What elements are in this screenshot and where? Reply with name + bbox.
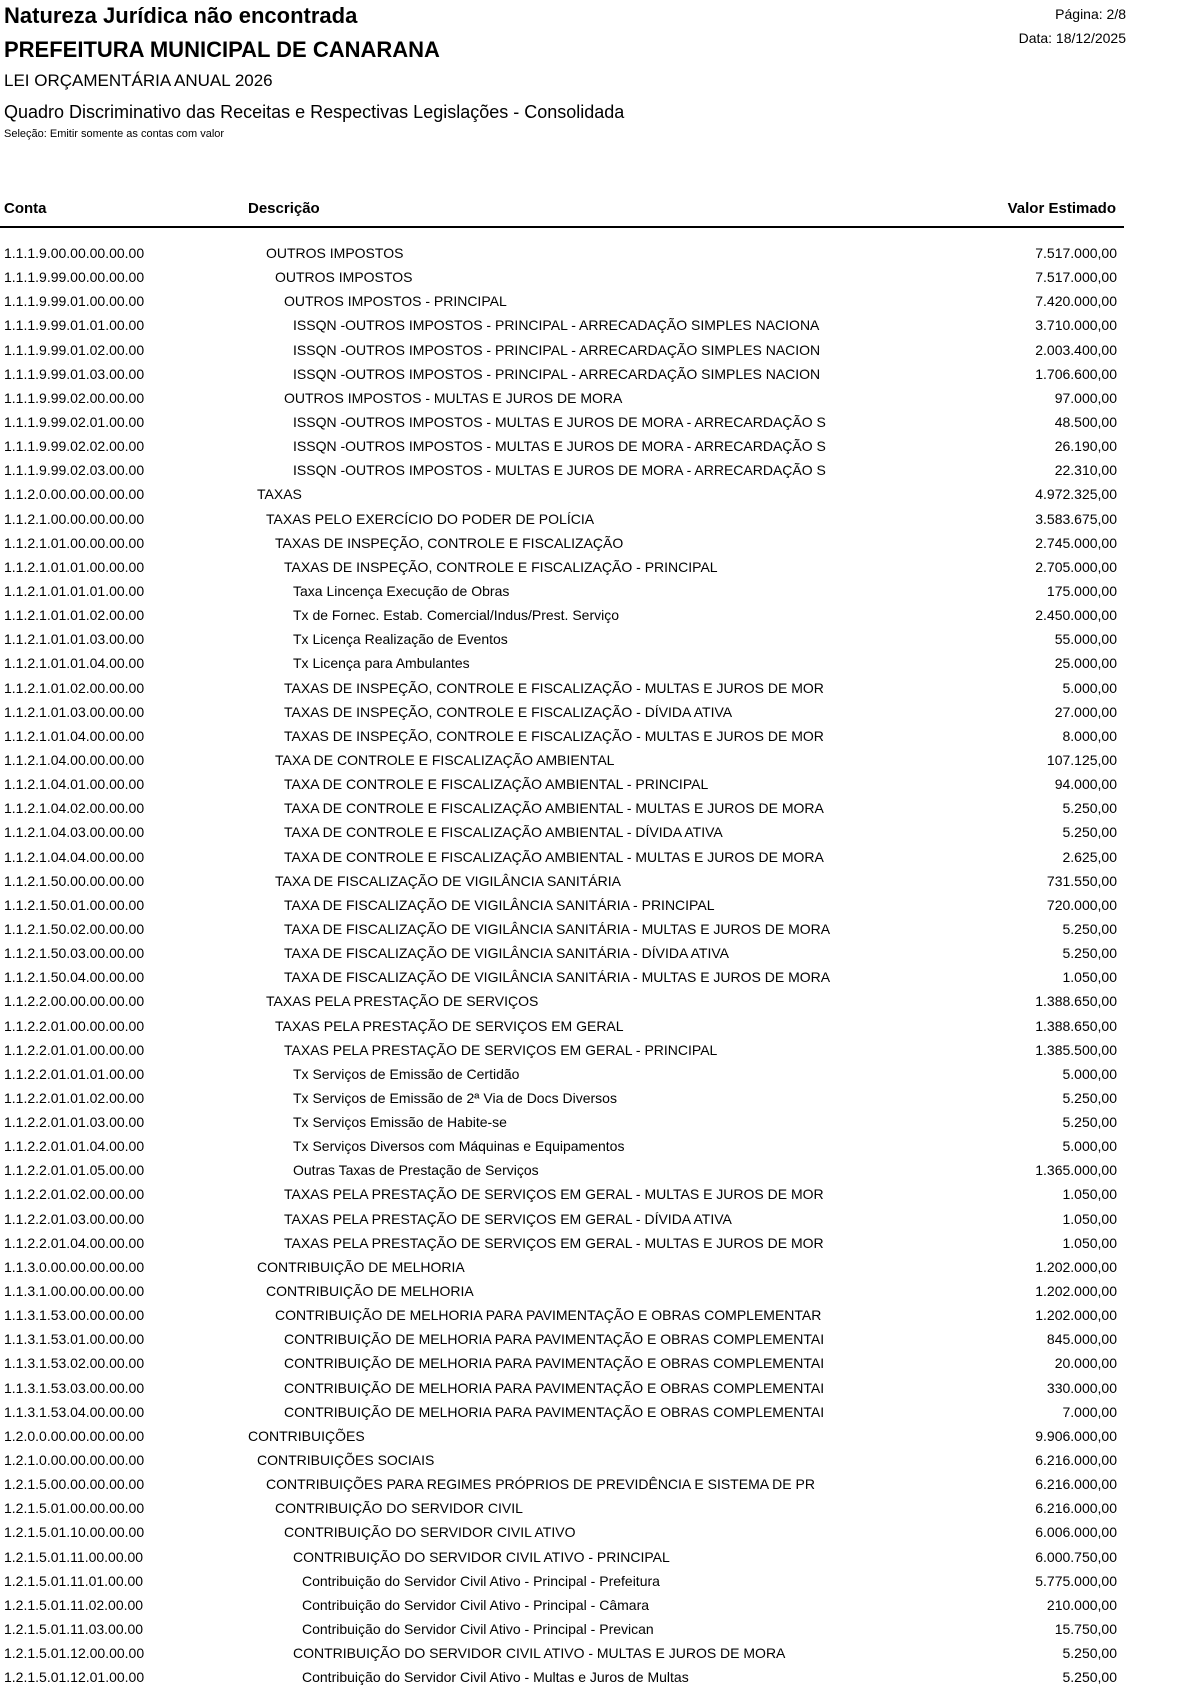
estimated-value: 2.003.400,00	[1035, 341, 1117, 358]
estimated-value: 6.216.000,00	[1035, 1452, 1117, 1469]
table-row	[0, 989, 1124, 1013]
table-row	[0, 507, 1124, 531]
estimated-value: 6.006.000,00	[1035, 1524, 1117, 1541]
account-code: 1.1.2.2.01.01.03.00.00	[4, 1114, 145, 1131]
table-row	[0, 1279, 1124, 1303]
table-row	[0, 845, 1124, 869]
account-description: TAXA DE CONTROLE E FISCALIZAÇÃO AMBIENTAL	[275, 751, 615, 768]
estimated-value: 9.906.000,00	[1035, 1427, 1117, 1444]
account-code: 1.1.2.2.00.00.00.00.00	[4, 993, 145, 1010]
table-row	[0, 893, 1124, 917]
column-header-descricao: Descrição	[248, 200, 320, 217]
account-description: CONTRIBUIÇÃO DE MELHORIA PARA PAVIMENTAÇÃO E OBRAS COMPLEMENTAR	[275, 1307, 822, 1324]
estimated-value: 22.310,00	[1054, 462, 1117, 479]
account-code: 1.1.1.9.99.02.02.00.00	[4, 438, 145, 455]
account-description: Tx Serviços de Emissão de Certidão	[293, 1065, 520, 1082]
account-code: 1.1.2.1.50.01.00.00.00	[4, 896, 145, 913]
account-description: ISSQN -OUTROS IMPOSTOS - MULTAS E JUROS DE MORA - ARRECARDAÇÃO S	[293, 462, 826, 479]
account-code: 1.1.2.2.01.01.02.00.00	[4, 1089, 145, 1106]
estimated-value: 1.365.000,00	[1035, 1162, 1117, 1179]
account-code: 1.1.2.2.01.01.01.00.00	[4, 1065, 145, 1082]
account-code: 1.1.1.9.99.01.03.00.00	[4, 365, 145, 382]
table-row	[0, 724, 1124, 748]
account-description: Tx Serviços de Emissão de 2ª Via de Docs Diversos	[293, 1089, 617, 1106]
account-code: 1.2.1.5.01.11.03.00.00	[4, 1621, 144, 1638]
estimated-value: 97.000,00	[1054, 389, 1117, 406]
account-description: CONTRIBUIÇÃO DE MELHORIA PARA PAVIMENTAÇÃO E OBRAS COMPLEMENTAI	[284, 1379, 825, 1396]
table-row	[0, 1593, 1124, 1617]
account-description: Tx Serviços Diversos com Máquinas e Equipamentos	[293, 1138, 625, 1155]
account-description: CONTRIBUIÇÕES PARA REGIMES PRÓPRIOS DE PREVIDÊNCIA E SISTEMA DE PR	[266, 1476, 815, 1493]
table-row	[0, 1545, 1124, 1569]
estimated-value: 5.250,00	[1062, 1114, 1117, 1131]
account-code: 1.1.2.2.01.01.00.00.00	[4, 1041, 145, 1058]
account-description: TAXA DE CONTROLE E FISCALIZAÇÃO AMBIENTAL - MULTAS E JUROS DE MORA	[284, 848, 824, 865]
report-date: Data: 18/12/2025	[1018, 30, 1126, 46]
table-row	[0, 434, 1124, 458]
estimated-value: 1.385.500,00	[1035, 1041, 1117, 1058]
account-description: TAXAS PELA PRESTAÇÃO DE SERVIÇOS	[266, 993, 539, 1010]
account-description: TAXA DE FISCALIZAÇÃO DE VIGILÂNCIA SANITÁRIA - MULTAS E JUROS DE MORA	[284, 920, 831, 937]
table-row	[0, 313, 1124, 337]
municipality-name: PREFEITURA MUNICIPAL DE CANARANA	[4, 37, 440, 62]
table-row	[0, 1569, 1124, 1593]
account-description: CONTRIBUIÇÃO DE MELHORIA	[257, 1258, 465, 1275]
estimated-value: 5.000,00	[1062, 679, 1117, 696]
table-row	[0, 265, 1124, 289]
account-description: OUTROS IMPOSTOS - MULTAS E JUROS DE MORA	[284, 389, 623, 406]
account-code: 1.1.2.1.04.01.00.00.00	[4, 776, 145, 793]
estimated-value: 2.625,00	[1062, 848, 1117, 865]
estimated-value: 5.000,00	[1062, 1065, 1117, 1082]
account-code: 1.2.1.5.01.12.00.00.00	[4, 1645, 145, 1662]
estimated-value: 7.517.000,00	[1035, 245, 1117, 261]
account-code: 1.1.2.1.01.04.00.00.00	[4, 727, 145, 744]
account-description: Contribuição do Servidor Civil Ativo - Principal - Prefeitura	[302, 1572, 660, 1589]
account-code: 1.2.1.5.01.10.00.00.00	[4, 1524, 145, 1541]
account-code: 1.1.3.1.53.01.00.00.00	[4, 1331, 145, 1348]
revenue-table	[0, 241, 1124, 1689]
table-row	[0, 965, 1124, 989]
table-row	[0, 482, 1124, 506]
account-description: TAXAS DE INSPEÇÃO, CONTROLE E FISCALIZAÇÃO - MULTAS E JUROS DE MOR	[284, 727, 824, 744]
account-code: 1.1.3.1.53.04.00.00.00	[4, 1403, 145, 1420]
table-row	[0, 1158, 1124, 1182]
account-code: 1.1.2.1.01.01.01.00.00	[4, 582, 145, 599]
estimated-value: 1.388.650,00	[1035, 993, 1117, 1010]
estimated-value: 48.500,00	[1054, 413, 1117, 430]
estimated-value: 1.202.000,00	[1035, 1258, 1117, 1275]
account-code: 1.2.1.5.00.00.00.00.00	[4, 1476, 145, 1493]
account-description: CONTRIBUIÇÃO DO SERVIDOR CIVIL ATIVO	[284, 1524, 576, 1541]
account-code: 1.1.1.9.00.00.00.00.00	[4, 245, 145, 261]
account-code: 1.1.1.9.99.02.03.00.00	[4, 462, 145, 479]
account-code: 1.1.2.2.01.02.00.00.00	[4, 1186, 145, 1203]
account-code: 1.1.2.1.01.03.00.00.00	[4, 703, 145, 720]
table-row	[0, 1086, 1124, 1110]
account-description: TAXAS PELA PRESTAÇÃO DE SERVIÇOS EM GERAL	[275, 1017, 624, 1034]
account-code: 1.1.2.1.04.04.00.00.00	[4, 848, 145, 865]
account-code: 1.2.1.5.01.11.00.00.00	[4, 1548, 144, 1565]
account-code: 1.1.2.1.01.01.00.00.00	[4, 558, 145, 575]
account-code: 1.1.2.2.01.03.00.00.00	[4, 1210, 145, 1227]
account-description: TAXA DE CONTROLE E FISCALIZAÇÃO AMBIENTAL - MULTAS E JUROS DE MORA	[284, 800, 824, 817]
estimated-value: 5.250,00	[1062, 800, 1117, 817]
account-description: Tx de Fornec. Estab. Comercial/Indus/Prest. Serviço	[293, 607, 620, 624]
table-row	[0, 241, 1124, 265]
table-row	[0, 1400, 1124, 1424]
account-code: 1.2.1.5.01.12.01.00.00	[4, 1669, 145, 1686]
table-row	[0, 555, 1124, 579]
estimated-value: 3.710.000,00	[1035, 317, 1117, 334]
account-description: TAXA DE FISCALIZAÇÃO DE VIGILÂNCIA SANITÁRIA - DÍVIDA ATIVA	[284, 945, 730, 962]
estimated-value: 330.000,00	[1046, 1379, 1117, 1396]
estimated-value: 1.050,00	[1062, 1210, 1117, 1227]
account-description: CONTRIBUIÇÕES SOCIAIS	[257, 1452, 435, 1469]
estimated-value: 1.202.000,00	[1035, 1307, 1117, 1324]
account-description: TAXAS PELA PRESTAÇÃO DE SERVIÇOS EM GERAL - PRINCIPAL	[284, 1041, 718, 1058]
estimated-value: 2.745.000,00	[1035, 534, 1117, 551]
account-description: Tx Licença Realização de Eventos	[293, 631, 508, 648]
table-row	[0, 869, 1124, 893]
table-row	[0, 1424, 1124, 1448]
estimated-value: 27.000,00	[1054, 703, 1117, 720]
estimated-value: 1.706.600,00	[1035, 365, 1117, 382]
account-description: TAXAS DE INSPEÇÃO, CONTROLE E FISCALIZAÇÃO - PRINCIPAL	[284, 558, 718, 575]
estimated-value: 5.250,00	[1062, 920, 1117, 937]
table-row	[0, 1134, 1124, 1158]
table-row	[0, 1641, 1124, 1665]
account-description: TAXA DE CONTROLE E FISCALIZAÇÃO AMBIENTAL - DÍVIDA ATIVA	[284, 824, 723, 841]
law-title: LEI ORÇAMENTÁRIA ANUAL 2026	[4, 71, 273, 90]
account-code: 1.1.2.1.04.02.00.00.00	[4, 800, 145, 817]
table-row	[0, 1448, 1124, 1472]
table-row	[0, 1617, 1124, 1641]
account-description: OUTROS IMPOSTOS - PRINCIPAL	[284, 293, 507, 310]
account-code: 1.1.2.1.50.03.00.00.00	[4, 945, 145, 962]
account-code: 1.1.2.1.04.03.00.00.00	[4, 824, 145, 841]
estimated-value: 1.202.000,00	[1035, 1283, 1117, 1300]
table-row	[0, 1014, 1124, 1038]
table-row	[0, 1255, 1124, 1279]
estimated-value: 7.000,00	[1062, 1403, 1117, 1420]
estimated-value: 25.000,00	[1054, 655, 1117, 672]
account-code: 1.1.2.1.00.00.00.00.00	[4, 510, 145, 527]
column-header-conta: Conta	[4, 200, 47, 217]
estimated-value: 1.388.650,00	[1035, 1017, 1117, 1034]
table-row	[0, 531, 1124, 555]
account-description: CONTRIBUIÇÃO DO SERVIDOR CIVIL ATIVO - MULTAS E JUROS DE MORA	[293, 1645, 786, 1662]
account-code: 1.2.1.0.00.00.00.00.00	[4, 1452, 145, 1469]
estimated-value: 2.705.000,00	[1035, 558, 1117, 575]
account-description: Contribuição do Servidor Civil Ativo - Principal - Prevican	[302, 1621, 654, 1638]
account-code: 1.1.2.1.01.01.03.00.00	[4, 631, 145, 648]
table-row	[0, 1207, 1124, 1231]
table-row	[0, 1062, 1124, 1086]
account-description: ISSQN -OUTROS IMPOSTOS - MULTAS E JUROS DE MORA - ARRECARDAÇÃO S	[293, 413, 826, 430]
account-code: 1.1.2.1.50.00.00.00.00	[4, 872, 145, 889]
account-description: CONTRIBUIÇÕES	[248, 1427, 365, 1444]
account-description: TAXA DE CONTROLE E FISCALIZAÇÃO AMBIENTAL - PRINCIPAL	[284, 776, 709, 793]
estimated-value: 210.000,00	[1046, 1596, 1117, 1613]
estimated-value: 3.583.675,00	[1035, 510, 1117, 527]
account-code: 1.1.1.9.99.02.01.00.00	[4, 413, 145, 430]
table-row	[0, 1351, 1124, 1375]
estimated-value: 5.250,00	[1062, 1669, 1117, 1686]
account-description: ISSQN -OUTROS IMPOSTOS - PRINCIPAL - ARRECARDAÇÃO SIMPLES NACION	[293, 341, 821, 358]
account-code: 1.1.2.1.01.01.02.00.00	[4, 607, 145, 624]
account-description: TAXAS	[257, 486, 302, 503]
account-description: ISSQN -OUTROS IMPOSTOS - PRINCIPAL - ARRECADAÇÃO SIMPLES NACIONA	[293, 317, 820, 334]
estimated-value: 55.000,00	[1054, 631, 1117, 648]
account-code: 1.1.2.1.01.01.04.00.00	[4, 655, 145, 672]
account-code: 1.1.3.1.53.03.00.00.00	[4, 1379, 145, 1396]
account-code: 1.1.2.1.50.02.00.00.00	[4, 920, 145, 937]
account-code: 1.1.1.9.99.01.02.00.00	[4, 341, 145, 358]
account-code: 1.1.1.9.99.01.00.00.00	[4, 293, 145, 310]
account-description: TAXAS PELA PRESTAÇÃO DE SERVIÇOS EM GERAL - MULTAS E JUROS DE MOR	[284, 1186, 824, 1203]
estimated-value: 20.000,00	[1054, 1355, 1117, 1372]
report-subtitle: Quadro Discriminativo das Receitas e Respectivas Legislações - Consolidada	[4, 102, 625, 122]
account-code: 1.2.1.5.01.11.02.00.00	[4, 1596, 144, 1613]
account-code: 1.1.2.2.01.01.04.00.00	[4, 1138, 145, 1155]
account-code: 1.1.3.1.00.00.00.00.00	[4, 1283, 145, 1300]
table-row	[0, 458, 1124, 482]
estimated-value: 8.000,00	[1062, 727, 1117, 744]
header-divider	[0, 226, 1124, 228]
estimated-value: 94.000,00	[1054, 776, 1117, 793]
column-header-valor: Valor Estimado	[1007, 200, 1116, 217]
account-code: 1.1.3.0.00.00.00.00.00	[4, 1258, 145, 1275]
estimated-value: 1.050,00	[1062, 969, 1117, 986]
estimated-value: 5.250,00	[1062, 945, 1117, 962]
account-description: CONTRIBUIÇÃO DE MELHORIA	[266, 1283, 474, 1300]
account-code: 1.1.2.1.50.04.00.00.00	[4, 969, 145, 986]
account-code: 1.1.2.1.01.02.00.00.00	[4, 679, 145, 696]
account-description: ISSQN -OUTROS IMPOSTOS - MULTAS E JUROS DE MORA - ARRECARDAÇÃO S	[293, 438, 826, 455]
account-description: CONTRIBUIÇÃO DE MELHORIA PARA PAVIMENTAÇÃO E OBRAS COMPLEMENTAI	[284, 1355, 825, 1372]
table-row	[0, 748, 1124, 772]
account-description: CONTRIBUIÇÃO DO SERVIDOR CIVIL ATIVO - PRINCIPAL	[293, 1548, 670, 1565]
estimated-value: 5.250,00	[1062, 1645, 1117, 1662]
estimated-value: 175.000,00	[1046, 582, 1117, 599]
estimated-value: 731.550,00	[1046, 872, 1117, 889]
table-row	[0, 1496, 1124, 1520]
account-code: 1.2.0.0.00.00.00.00.00	[4, 1427, 145, 1444]
table-row	[0, 410, 1124, 434]
account-description: TAXAS PELO EXERCÍCIO DO PODER DE POLÍCIA	[266, 510, 595, 527]
table-row	[0, 772, 1124, 796]
estimated-value: 6.000.750,00	[1035, 1548, 1117, 1565]
account-description: Tx Licença para Ambulantes	[293, 655, 470, 672]
estimated-value: 5.775.000,00	[1035, 1572, 1117, 1589]
account-code: 1.1.3.1.53.00.00.00.00	[4, 1307, 145, 1324]
table-row	[0, 796, 1124, 820]
table-row	[0, 603, 1124, 627]
account-description: CONTRIBUIÇÃO DE MELHORIA PARA PAVIMENTAÇÃO E OBRAS COMPLEMENTAI	[284, 1331, 825, 1348]
estimated-value: 107.125,00	[1046, 751, 1117, 768]
estimated-value: 6.216.000,00	[1035, 1476, 1117, 1493]
account-code: 1.1.1.9.99.02.00.00.00	[4, 389, 145, 406]
table-row	[0, 941, 1124, 965]
account-description: CONTRIBUIÇÃO DO SERVIDOR CIVIL	[275, 1500, 523, 1517]
account-description: CONTRIBUIÇÃO DE MELHORIA PARA PAVIMENTAÇÃO E OBRAS COMPLEMENTAI	[284, 1403, 825, 1420]
account-code: 1.2.1.5.01.00.00.00.00	[4, 1500, 145, 1517]
account-description: TAXA DE FISCALIZAÇÃO DE VIGILÂNCIA SANITÁRIA - PRINCIPAL	[284, 896, 715, 913]
account-description: TAXAS PELA PRESTAÇÃO DE SERVIÇOS EM GERAL - DÍVIDA ATIVA	[284, 1210, 732, 1227]
account-description: ISSQN -OUTROS IMPOSTOS - PRINCIPAL - ARRECARDAÇÃO SIMPLES NACION	[293, 365, 821, 382]
account-description: TAXA DE FISCALIZAÇÃO DE VIGILÂNCIA SANITÁRIA - MULTAS E JUROS DE MORA	[284, 969, 831, 986]
table-row	[0, 386, 1124, 410]
estimated-value: 845.000,00	[1046, 1331, 1117, 1348]
estimated-value: 2.450.000,00	[1035, 607, 1117, 624]
table-row	[0, 676, 1124, 700]
account-code: 1.1.2.2.01.00.00.00.00	[4, 1017, 145, 1034]
account-code: 1.1.2.2.01.04.00.00.00	[4, 1234, 145, 1251]
account-description: TAXAS DE INSPEÇÃO, CONTROLE E FISCALIZAÇÃO	[275, 534, 624, 551]
table-row	[0, 700, 1124, 724]
account-code: 1.2.1.5.01.11.01.00.00	[4, 1572, 144, 1589]
table-row	[0, 651, 1124, 675]
estimated-value: 720.000,00	[1046, 896, 1117, 913]
page-number: Página: 2/8	[1055, 6, 1126, 22]
table-row	[0, 579, 1124, 603]
table-row	[0, 1520, 1124, 1544]
account-code: 1.1.2.0.00.00.00.00.00	[4, 486, 145, 503]
table-row	[0, 1665, 1124, 1689]
estimated-value: 7.420.000,00	[1035, 293, 1117, 310]
estimated-value: 7.517.000,00	[1035, 269, 1117, 286]
account-description: OUTROS IMPOSTOS	[275, 269, 413, 286]
account-description: TAXAS DE INSPEÇÃO, CONTROLE E FISCALIZAÇÃO - DÍVIDA ATIVA	[284, 703, 733, 720]
account-code: 1.1.2.1.04.00.00.00.00	[4, 751, 145, 768]
account-description: TAXAS PELA PRESTAÇÃO DE SERVIÇOS EM GERAL - MULTAS E JUROS DE MOR	[284, 1234, 824, 1251]
account-code: 1.1.2.1.01.00.00.00.00	[4, 534, 145, 551]
selection-note: Seleção: Emitir somente as contas com valor	[4, 128, 225, 140]
account-code: 1.1.1.9.99.01.01.00.00	[4, 317, 145, 334]
account-description: TAXAS DE INSPEÇÃO, CONTROLE E FISCALIZAÇÃO - MULTAS E JUROS DE MOR	[284, 679, 824, 696]
table-row	[0, 820, 1124, 844]
account-description: Contribuição do Servidor Civil Ativo - Multas e Juros de Multas	[302, 1669, 689, 1686]
table-row	[0, 627, 1124, 651]
report-title: Natureza Jurídica não encontrada	[4, 3, 358, 28]
table-row	[0, 1110, 1124, 1134]
account-description: Contribuição do Servidor Civil Ativo - Principal - Câmara	[302, 1596, 650, 1613]
estimated-value: 26.190,00	[1054, 438, 1117, 455]
table-row	[0, 1231, 1124, 1255]
table-row	[0, 362, 1124, 386]
account-description: Taxa Lincença Execução de Obras	[293, 582, 510, 599]
table-row	[0, 1327, 1124, 1351]
account-description: TAXA DE FISCALIZAÇÃO DE VIGILÂNCIA SANITÁRIA	[275, 872, 621, 889]
account-code: 1.1.2.2.01.01.05.00.00	[4, 1162, 145, 1179]
table-row	[0, 338, 1124, 362]
table-row	[0, 1472, 1124, 1496]
estimated-value: 5.250,00	[1062, 1089, 1117, 1106]
estimated-value: 4.972.325,00	[1035, 486, 1117, 503]
table-row	[0, 289, 1124, 313]
account-description: OUTROS IMPOSTOS	[266, 245, 404, 261]
account-code: 1.1.1.9.99.00.00.00.00	[4, 269, 145, 286]
table-row	[0, 1038, 1124, 1062]
account-description: Tx Serviços Emissão de Habite-se	[293, 1114, 507, 1131]
estimated-value: 1.050,00	[1062, 1186, 1117, 1203]
estimated-value: 15.750,00	[1054, 1621, 1117, 1638]
table-row	[0, 917, 1124, 941]
account-description: Outras Taxas de Prestação de Serviços	[293, 1162, 539, 1179]
table-row	[0, 1182, 1124, 1206]
estimated-value: 5.000,00	[1062, 1138, 1117, 1155]
estimated-value: 5.250,00	[1062, 824, 1117, 841]
table-row	[0, 1376, 1124, 1400]
table-row	[0, 1303, 1124, 1327]
estimated-value: 6.216.000,00	[1035, 1500, 1117, 1517]
estimated-value: 1.050,00	[1062, 1234, 1117, 1251]
account-code: 1.1.3.1.53.02.00.00.00	[4, 1355, 145, 1372]
